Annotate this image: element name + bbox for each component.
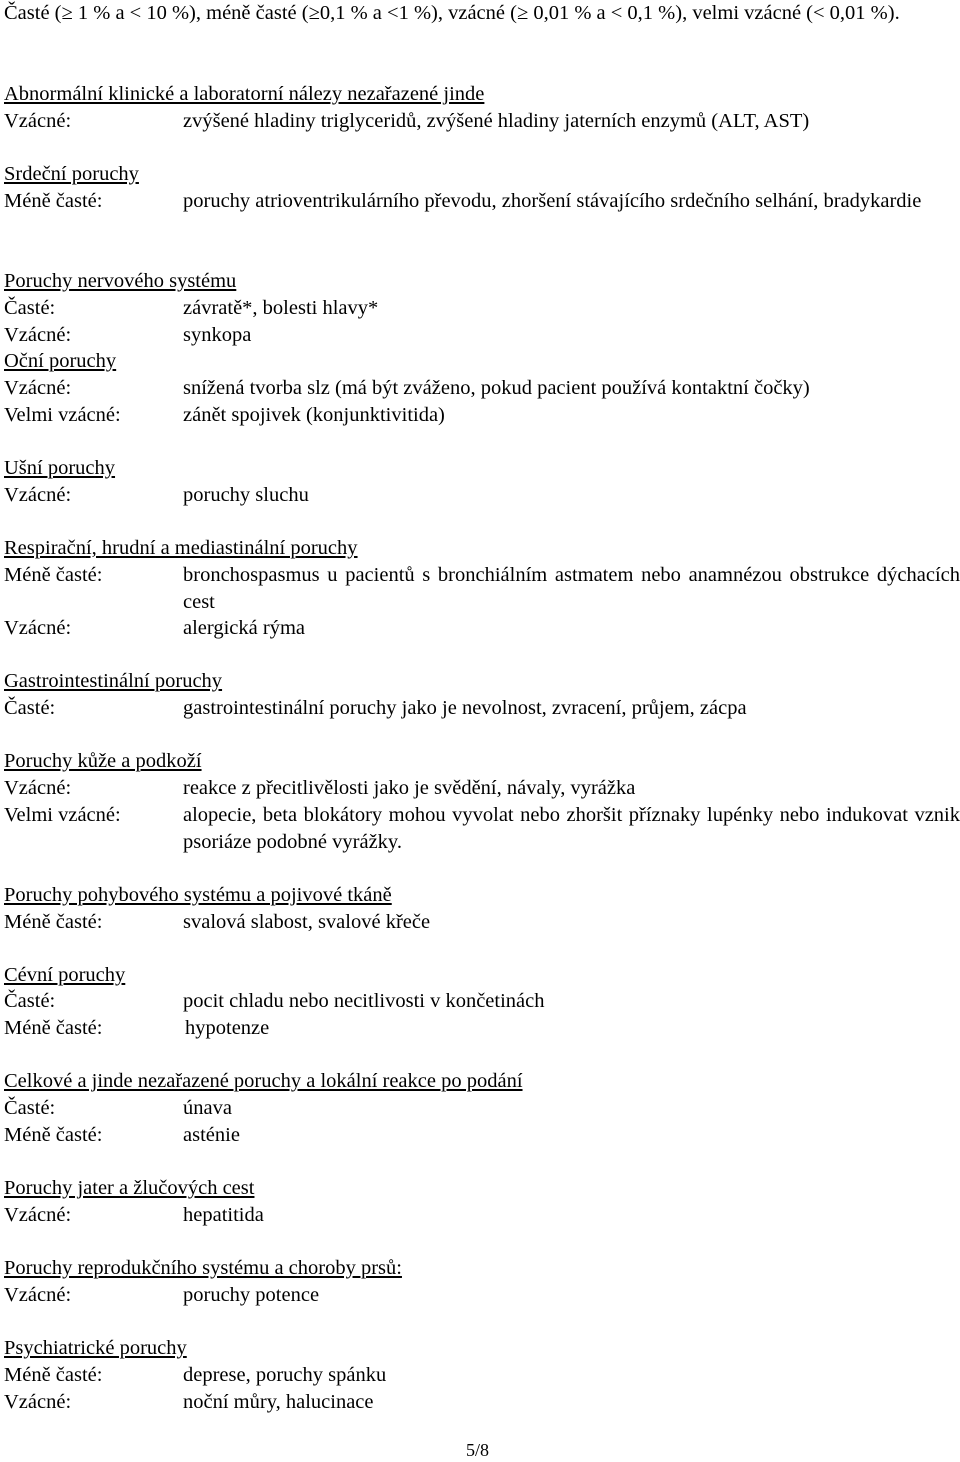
adverse-effect-text: poruchy sluchu xyxy=(183,484,309,506)
adverse-effect-text: alopecie, beta blokátory mohou vyvolat nebo zhoršit příznaky lupénky nebo indukovat vznik psoriáze podobné vyrážky. xyxy=(183,804,960,853)
frequency-label: Časté: xyxy=(4,697,56,719)
section-heading-psychiatric: Psychiatrické poruchy xyxy=(4,1337,187,1359)
frequency-intro: Časté (≥ 1 % a < 10 %), méně časté (≥0,1 % a <1 %), vzácné (≥ 0,01 % a < 0,1 %), velmi vzácné (< 0,01 %). xyxy=(4,2,900,24)
frequency-label: Vzácné: xyxy=(4,484,72,506)
section-heading-hepatobiliary: Poruchy jater a žlučových cest xyxy=(4,1177,255,1199)
adverse-effect-text: zvýšené hladiny triglyceridů, zvýšené hladiny jaterních enzymů (ALT, AST) xyxy=(183,110,810,132)
frequency-label: Časté: xyxy=(4,297,56,319)
section-heading-reproductive: Poruchy reprodukčního systému a choroby prsů: xyxy=(4,1257,402,1279)
frequency-label: Velmi vzácné: xyxy=(4,804,121,826)
page-number: 5/8 xyxy=(466,1440,490,1460)
section-heading-nervous-system: Poruchy nervového systému xyxy=(4,270,237,292)
adverse-effect-text: zánět spojivek (konjunktivitida) xyxy=(183,404,445,426)
adverse-effect-text: únava xyxy=(183,1097,232,1119)
adverse-effect-text: reakce z přecitlivělosti jako je svědění, návaly, vyrážka xyxy=(183,777,636,799)
adverse-effect-text: alergická rýma xyxy=(183,617,305,639)
section-heading-gastrointestinal: Gastrointestinální poruchy xyxy=(4,670,223,692)
adverse-effect-text: poruchy atrioventrikulárního převodu, zhoršení stávajícího srdečního selhání, bradykardie xyxy=(183,190,922,212)
frequency-label: Vzácné: xyxy=(4,1204,72,1226)
section-heading-vascular: Cévní poruchy xyxy=(4,964,126,986)
section-heading-ear: Ušní poruchy xyxy=(4,457,116,479)
frequency-label: Méně časté: xyxy=(4,1364,103,1386)
adverse-effect-text: svalová slabost, svalové křeče xyxy=(183,911,431,933)
adverse-effect-text: snížená tvorba slz (má být zváženo, pokud pacient používá kontaktní čočky) xyxy=(183,377,810,399)
section-heading-eye: Oční poruchy xyxy=(4,350,117,372)
adverse-effect-text: hypotenze xyxy=(185,1017,270,1039)
frequency-label: Vzácné: xyxy=(4,324,72,346)
frequency-label: Méně časté: xyxy=(4,564,103,586)
frequency-label: Vzácné: xyxy=(4,617,72,639)
adverse-effect-text: gastrointestinální poruchy jako je nevolnost, zvracení, průjem, zácpa xyxy=(183,697,747,719)
section-heading-general-disorders: Celkové a jinde nezařazené poruchy a lokální reakce po podání xyxy=(4,1070,523,1092)
frequency-label: Vzácné: xyxy=(4,1284,72,1306)
frequency-label: Vzácné: xyxy=(4,377,72,399)
adverse-effect-text: závratě*, bolesti hlavy* xyxy=(183,297,379,319)
section-heading-musculoskeletal: Poruchy pohybového systému a pojivové tkáně xyxy=(4,884,392,906)
section-heading-cardiac: Srdeční poruchy xyxy=(4,163,139,185)
frequency-label: Méně časté: xyxy=(4,911,103,933)
adverse-effect-text: poruchy potence xyxy=(183,1284,320,1306)
section-heading-skin: Poruchy kůže a podkoží xyxy=(4,750,202,772)
adverse-effect-text: bronchospasmus u pacientů s bronchiálním astmatem nebo anamnézou obstrukce dýchacích cest xyxy=(183,564,960,613)
adverse-effect-text: synkopa xyxy=(183,324,252,346)
adverse-effect-text: noční můry, halucinace xyxy=(183,1391,374,1413)
frequency-label: Časté: xyxy=(4,1097,56,1119)
adverse-effect-text: asténie xyxy=(183,1124,240,1146)
adverse-effect-text: pocit chladu nebo necitlivosti v končetinách xyxy=(183,990,545,1012)
frequency-label: Vzácné: xyxy=(4,1391,72,1413)
section-heading-respiratory: Respirační, hrudní a mediastinální poruchy xyxy=(4,537,358,559)
frequency-label: Méně časté: xyxy=(4,1017,103,1039)
adverse-effect-text: hepatitida xyxy=(183,1204,264,1226)
frequency-label: Velmi vzácné: xyxy=(4,404,121,426)
frequency-label: Méně časté: xyxy=(4,190,103,212)
frequency-label: Časté: xyxy=(4,990,56,1012)
frequency-label: Vzácné: xyxy=(4,110,72,132)
adverse-effect-text: deprese, poruchy spánku xyxy=(183,1364,387,1386)
section-heading-abnormal-findings: Abnormální klinické a laboratorní nálezy nezařazené jinde xyxy=(4,83,485,105)
frequency-label: Vzácné: xyxy=(4,777,72,799)
frequency-label: Méně časté: xyxy=(4,1124,103,1146)
